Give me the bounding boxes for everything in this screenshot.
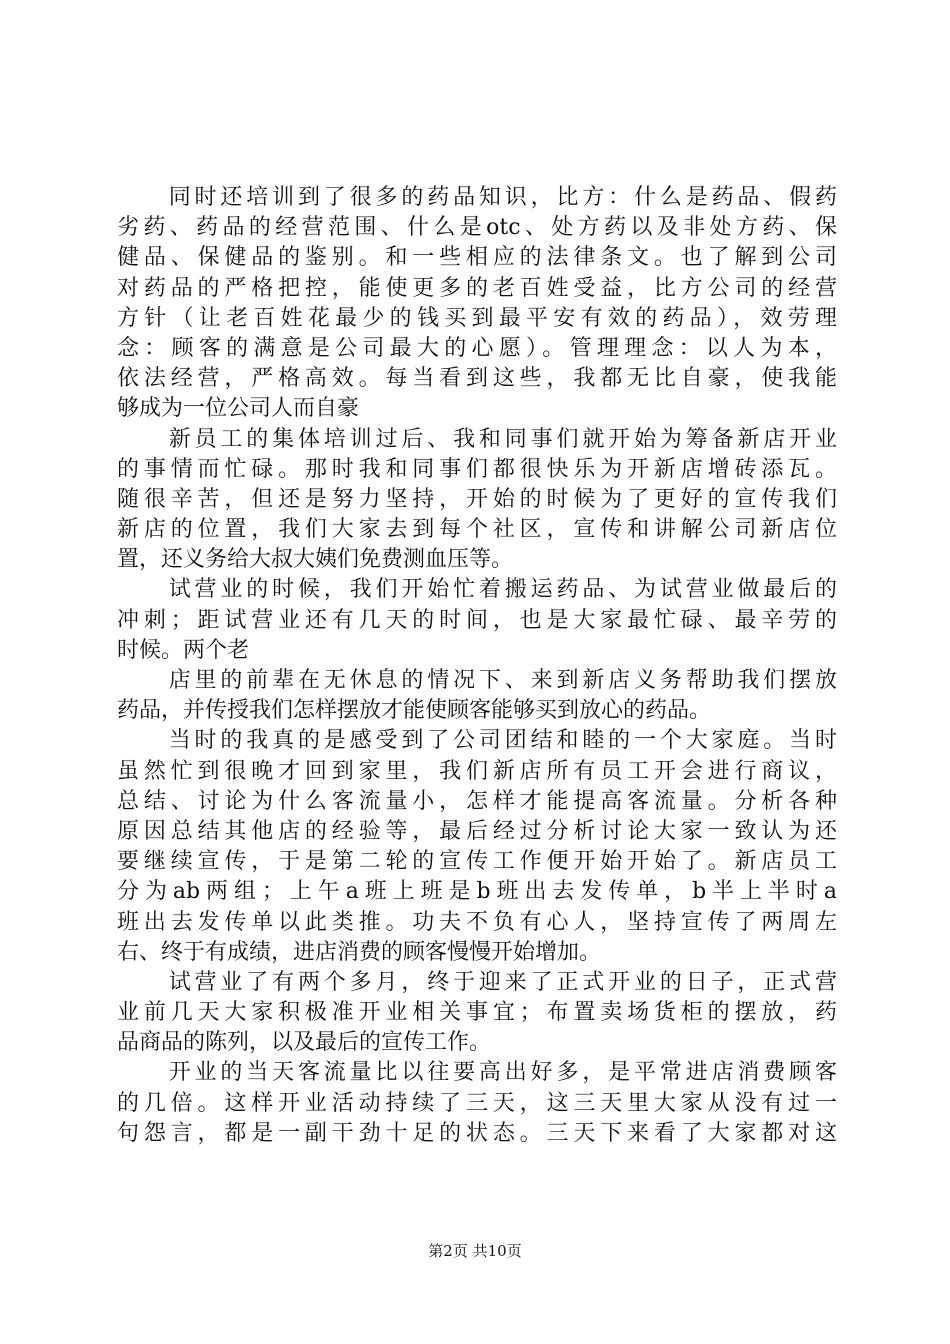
text-line: 原因总结其他店的经验等，最后经过分析讨论大家一致认为还 bbox=[117, 818, 837, 844]
text-line: 要继续宣传，于是第二轮的宣传工作便开始开始了。新店员工 bbox=[117, 849, 837, 875]
text-line: 虽然忙到很晚才回到家里，我们新店所有员工开会进行商议， bbox=[117, 758, 837, 784]
text-line: 业前几天大家积极准开业相关事宜；布置卖场货柜的摆放，药 bbox=[117, 1000, 837, 1026]
text-line: 试营业的时候，我们开始忙着搬运药品、为试营业做最后的 bbox=[117, 577, 837, 603]
text-line: 品商品的陈列，以及最后的宣传工作。 bbox=[117, 1030, 492, 1056]
text-line: 时候。两个老 bbox=[117, 637, 250, 663]
text-line: 对药品的严格把控，能使更多的老百姓受益，比方公司的经营 bbox=[117, 275, 837, 301]
text-line: 当时的我真的是感受到了公司团结和睦的一个大家庭。当时 bbox=[117, 728, 837, 754]
text-line: 同时还培训到了很多的药品知识，比方：什么是药品、假药 bbox=[117, 185, 837, 210]
text-line: 药品，并传授我们怎样摆放才能使顾客能够买到放心的药品。 bbox=[117, 698, 712, 724]
text-line: 分为ab两组；上午a班上班是b班出去发传单，b半上半时a bbox=[117, 879, 837, 905]
text-line: 新店的位置，我们大家去到每个社区，宣传和讲解公司新店位 bbox=[117, 517, 837, 543]
text-line: 劣药、药品的经营范围、什么是otc、处方药以及非处方药、保 bbox=[117, 215, 837, 241]
text-line: 念：顾客的满意是公司最大的心愿）。管理理念：以人为本， bbox=[117, 335, 837, 361]
text-line: 右、终于有成绩，进店消费的顾客慢慢开始增加。 bbox=[117, 939, 602, 965]
text-line: 冲刺；距试营业还有几天的时间，也是大家最忙碌、最辛劳的 bbox=[117, 607, 837, 633]
text-line: 试营业了有两个多月，终于迎来了正式开业的日子，正式营 bbox=[117, 969, 837, 995]
text-line: 班出去发传单以此类推。功夫不负有心人，坚持宣传了两周左 bbox=[117, 909, 837, 935]
text-line: 新员工的集体培训过后、我和同事们就开始为筹备新店开业 bbox=[117, 426, 837, 452]
text-line: 随很辛苦，但还是努力坚持，开始的时候为了更好的宣传我们 bbox=[117, 486, 837, 512]
text-line: 的几倍。这样开业活动持续了三天，这三天里大家从没有过一 bbox=[117, 1090, 837, 1116]
text-line: 开业的当天客流量比以往要高出好多，是平常进店消费顾客 bbox=[117, 1060, 837, 1086]
text-line: 总结、讨论为什么客流量小，怎样才能提高客流量。分析各种 bbox=[117, 788, 837, 814]
text-line: 置，还义务给大叔大姨们免费测血压等。 bbox=[117, 547, 514, 573]
text-line: 健品、保健品的鉴别。和一些相应的法律条文。也了解到公司 bbox=[117, 245, 837, 271]
text-line: 的事情而忙碌。那时我和同事们都很快乐为开新店增砖添瓦。 bbox=[117, 456, 837, 482]
text-line: 依法经营，严格高效。每当看到这些，我都无比自豪，使我能 bbox=[117, 366, 837, 392]
text-line: 够成为一位公司人而自豪 bbox=[117, 396, 360, 422]
text-line: 方针（让老百姓花最少的钱买到最平安有效的药品），效劳理 bbox=[117, 305, 837, 331]
page-footer: 第2页 共10页 bbox=[428, 1242, 522, 1260]
text-line: 店里的前辈在无休息的情况下、来到新店义务帮助我们摆放 bbox=[117, 668, 837, 693]
text-line: 句怨言，都是一副干劲十足的状态。三天下来看了大家都对这 bbox=[117, 1120, 837, 1146]
body-text bbox=[117, 183, 837, 1149]
